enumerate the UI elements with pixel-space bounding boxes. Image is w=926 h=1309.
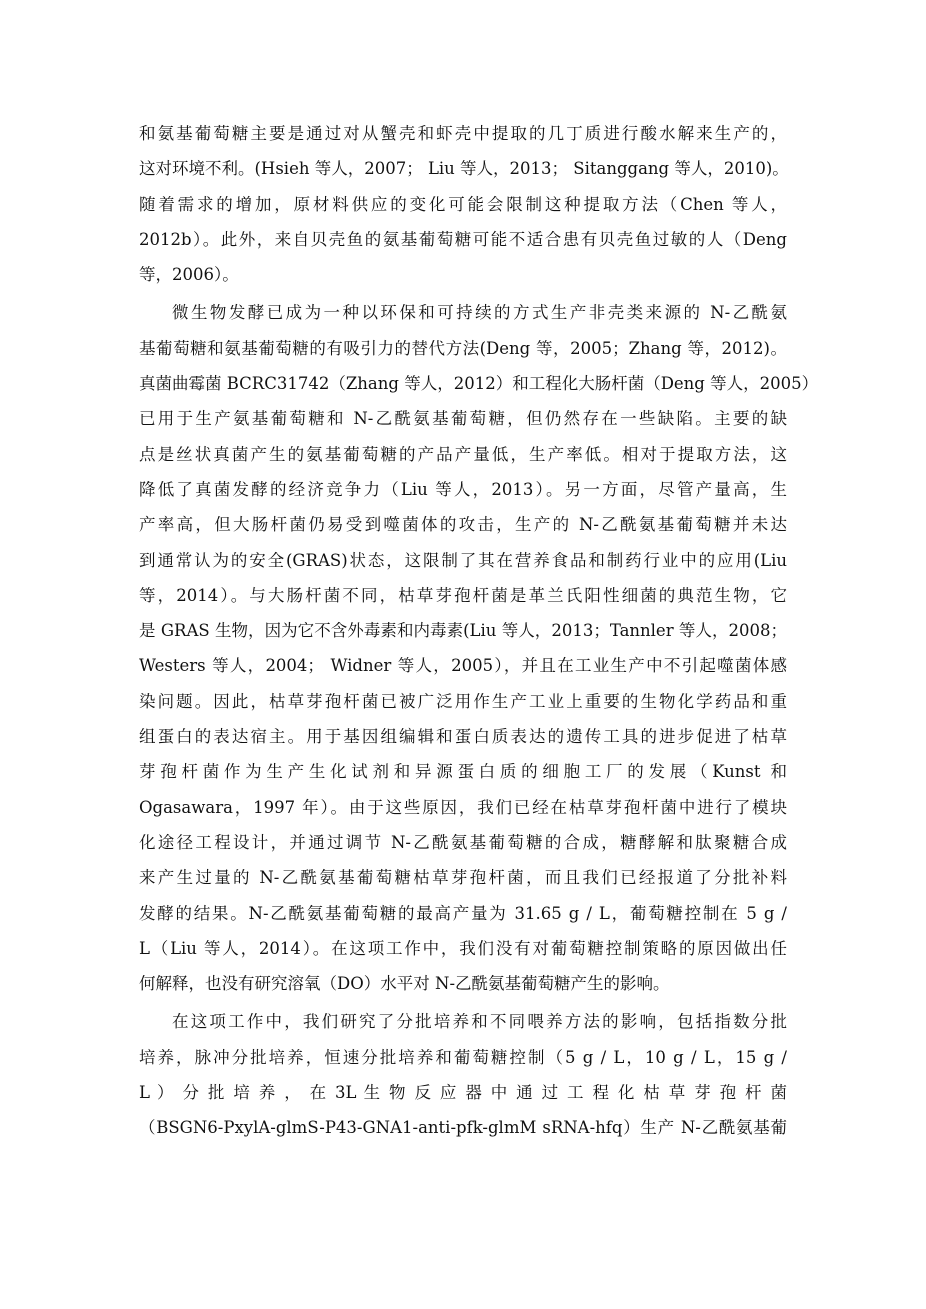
text-line: 组蛋白的表达宿主。用于基因组编辑和蛋白质表达的遗传工具的进步促进了枯草 — [139, 727, 787, 747]
text-line: 已用于生产氨基葡萄糖和 N-乙酰氨基葡萄糖，但仍然存在一些缺陷。主要的缺 — [139, 409, 787, 429]
text-line: 芽孢杆菌作为生产生化试剂和异源蛋白质的细胞工厂的发展（Kunst 和 — [139, 762, 787, 782]
paragraph-3 — [139, 1004, 787, 1145]
text-line: L（Liu 等人，2014）。在这项工作中，我们没有对葡萄糖控制策略的原因做出任 — [139, 938, 787, 958]
text-line: 等，2014）。与大肠杆菌不同，枯草芽孢杆菌是革兰氏阳性细菌的典范生物，它 — [139, 585, 787, 605]
text-line: （BSGN6-PxylA-glmS-P43-GNA1-anti-pfk-glmM sRNA-hfq）生产 N-乙酰氨基葡 — [139, 1118, 787, 1138]
text-line: 是 GRAS 生物，因为它不含外毒素和内毒素(Liu 等人，2013；Tannler 等人，2008； — [139, 621, 787, 641]
text-line: 降低了真菌发酵的经济竞争力（Liu 等人，2013）。另一方面，尽管产量高，生 — [139, 479, 787, 499]
text-line: Westers 等人，2004； Widner 等人，2005），并且在工业生产中不引起噬菌体感 — [139, 656, 787, 676]
text-line: 真菌曲霉菌 BCRC31742（Zhang 等人，2012）和工程化大肠杆菌（Deng 等人，2005） — [139, 374, 819, 394]
document-body — [139, 116, 819, 1149]
text-line: L ） 分 批 培 养 ， 在 3L 生 物 反 应 器 中 通 过 工 程 化 枯 草 芽 孢 杆 菌 — [139, 1083, 787, 1103]
paragraph-1 — [139, 116, 787, 292]
text-line: 化途径工程设计，并通过调节 N-乙酰氨基葡萄糖的合成，糖酵解和肽聚糖合成 — [139, 832, 787, 852]
text-line: 到通常认为的安全(GRAS)状态，这限制了其在营养食品和制药行业中的应用(Liu — [139, 550, 787, 570]
text-line: 培养，脉冲分批培养，恒速分批培养和葡萄糖控制（5 g / L，10 g / L，15 g / — [139, 1047, 787, 1067]
text-line: 染问题。因此，枯草芽孢杆菌已被广泛用作生产工业上重要的生物化学药品和重 — [139, 691, 787, 711]
text-line: 2012b）。此外，来自贝壳鱼的氨基葡萄糖可能不适合患有贝壳鱼过敏的人（Deng — [139, 229, 787, 249]
text-line: 何解释，也没有研究溶氧（DO）水平对 N-乙酰氨基葡萄糖产生的影响。 — [139, 974, 670, 994]
text-line: 基葡萄糖和氨基葡萄糖的有吸引力的替代方法(Deng 等，2005；Zhang 等，2012)。 — [139, 338, 787, 358]
text-line: 和氨基葡萄糖主要是通过对从蟹壳和虾壳中提取的几丁质进行酸水解来生产的， — [139, 124, 787, 143]
text-line: 这对环境不利。(Hsieh 等人，2007； Liu 等人，2013； Sitanggang 等人，2010)。 — [139, 159, 789, 179]
text-line: 微生物发酵已成为一种以环保和可持续的方式生产非壳类来源的 N-乙酰氨 — [172, 303, 787, 323]
text-line: 等，2006）。 — [139, 265, 239, 285]
text-line: 发酵的结果。N-乙酰氨基葡萄糖的最高产量为 31.65 g / L，葡萄糖控制在 5 g / — [139, 903, 787, 923]
text-line: 随着需求的增加，原材料供应的变化可能会限制这种提取方法（Chen 等人， — [139, 194, 787, 214]
text-line: 在这项工作中，我们研究了分批培养和不同喂养方法的影响，包括指数分批 — [172, 1012, 787, 1032]
text-line: 产率高，但大肠杆菌仍易受到噬菌体的攻击，生产的 N-乙酰氨基葡萄糖并未达 — [139, 515, 787, 535]
text-line: 来产生过量的 N-乙酰氨基葡萄糖枯草芽孢杆菌，而且我们已经报道了分批补料 — [139, 868, 787, 888]
text-line: 点是丝状真菌产生的氨基葡萄糖的产品产量低，生产率低。相对于提取方法，这 — [139, 444, 787, 464]
paragraph-2 — [139, 295, 819, 1001]
text-line: Ogasawara，1997 年）。由于这些原因，我们已经在枯草芽孢杆菌中进行了模块 — [139, 797, 787, 817]
